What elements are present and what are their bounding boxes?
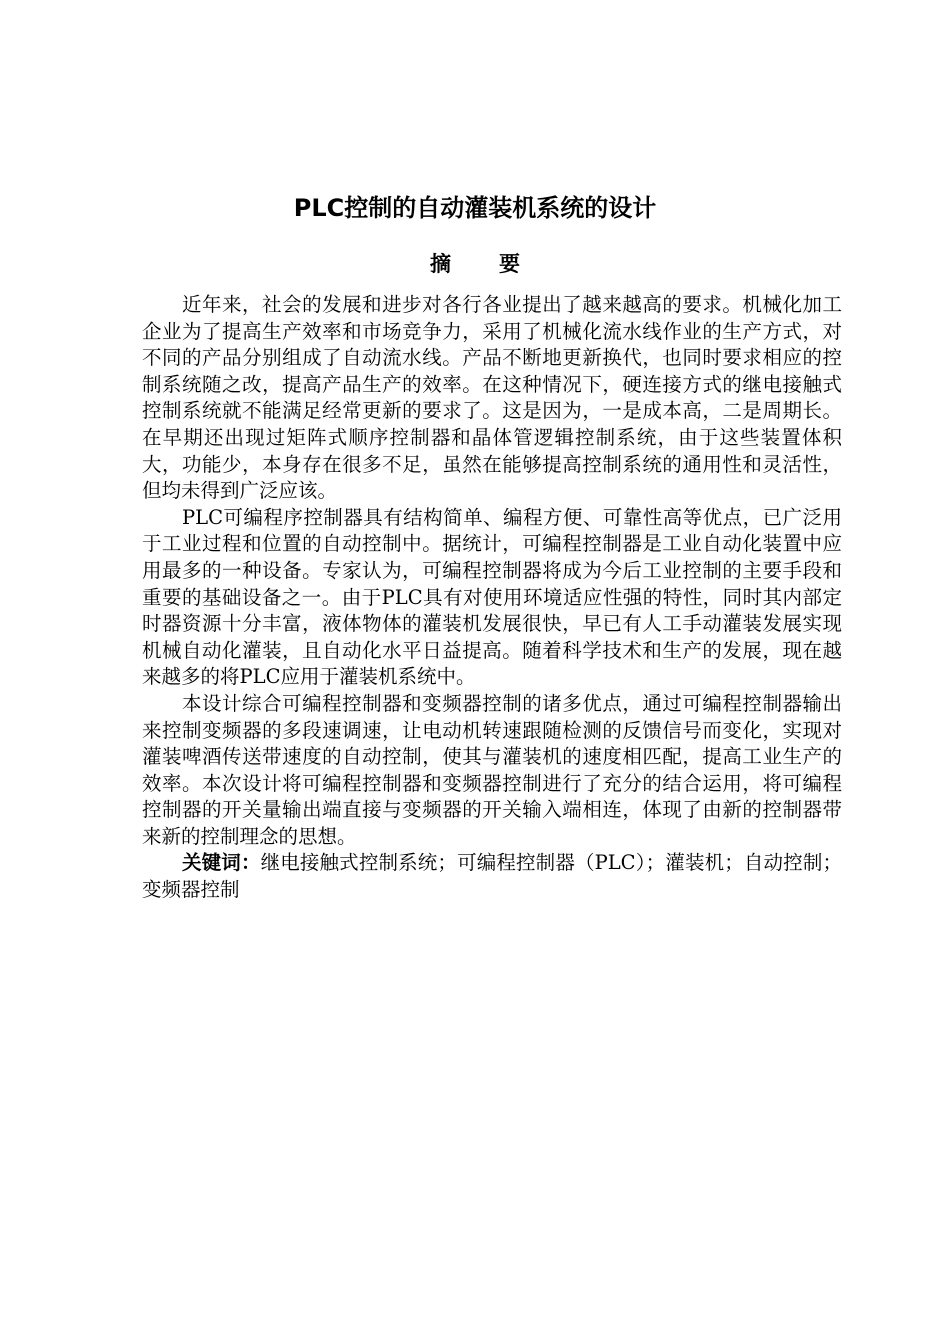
keywords-line xyxy=(142,850,842,903)
keywords-label: 关键词： xyxy=(182,851,261,875)
abstract-paragraph-1: 近年来，社会的发展和进步对各行各业提出了越来越高的要求。机械化加工企业为了提高生产效率和市场竞争力，采用了机械化流水线作业的生产方式，对不同的产品分别组成了自动流水线。产品不断地更新换代，也同时要求相应的控制系统随之改，提高产品生产的效率。在这种情况下，硬连接方式的继电接触式控制系统就不能满足经常更新的要求了。这是因为，一是成本高，二是周期长。在早期还出现过矩阵式顺序控制器和晶体管逻辑控制系统，由于这些装置体积大，功能少，本身存在很多不足，虽然在能够提高控制系统的通用性和灵活性，但均未得到广泛应该。 xyxy=(142,293,842,503)
abstract-paragraph-3: 本设计综合可编程控制器和变频器控制的诸多优点，通过可编程控制器输出来控制变频器的多段速调速，让电动机转速跟随检测的反馈信号而变化，实现对灌装啤酒传送带速度的自动控制，使其与灌装机的速度相匹配，提高工业生产的效率。本次设计将可编程控制器和变频器控制进行了充分的结合运用，将可编程控制器的开关量输出端直接与变频器的开关输入端相连，体现了由新的控制器带来新的控制理念的思想。 xyxy=(142,691,842,848)
document-title: PLC控制的自动灌装机系统的设计 xyxy=(293,194,657,222)
abstract-body xyxy=(142,292,842,904)
keywords-text: 继电接触式控制系统；可编程控制器（PLC）；灌装机；自动控制；变频器控制 xyxy=(142,851,842,902)
abstract-paragraph-2: PLC可编程序控制器具有结构简单、编程方便、可靠性高等优点，已广泛用于工业过程和位置的自动控制中。据统计，可编程控制器是工业自动化装置中应用最多的一种设备。专家认为，可编程控制器将成为今后工业控制的主要手段和重要的基础设备之一。由于PLC具有对使用环境适应性强的特性，同时其内部定时器资源十分丰富，液体物体的灌装机发展很快，早已有人工手动灌装发展实现机械自动化灌装，且自动化水平日益提高。随着科学技术和生产的发展，现在越来越多的将PLC应用于灌装机系统中。 xyxy=(142,505,842,689)
abstract-heading: 摘要 xyxy=(430,252,568,276)
